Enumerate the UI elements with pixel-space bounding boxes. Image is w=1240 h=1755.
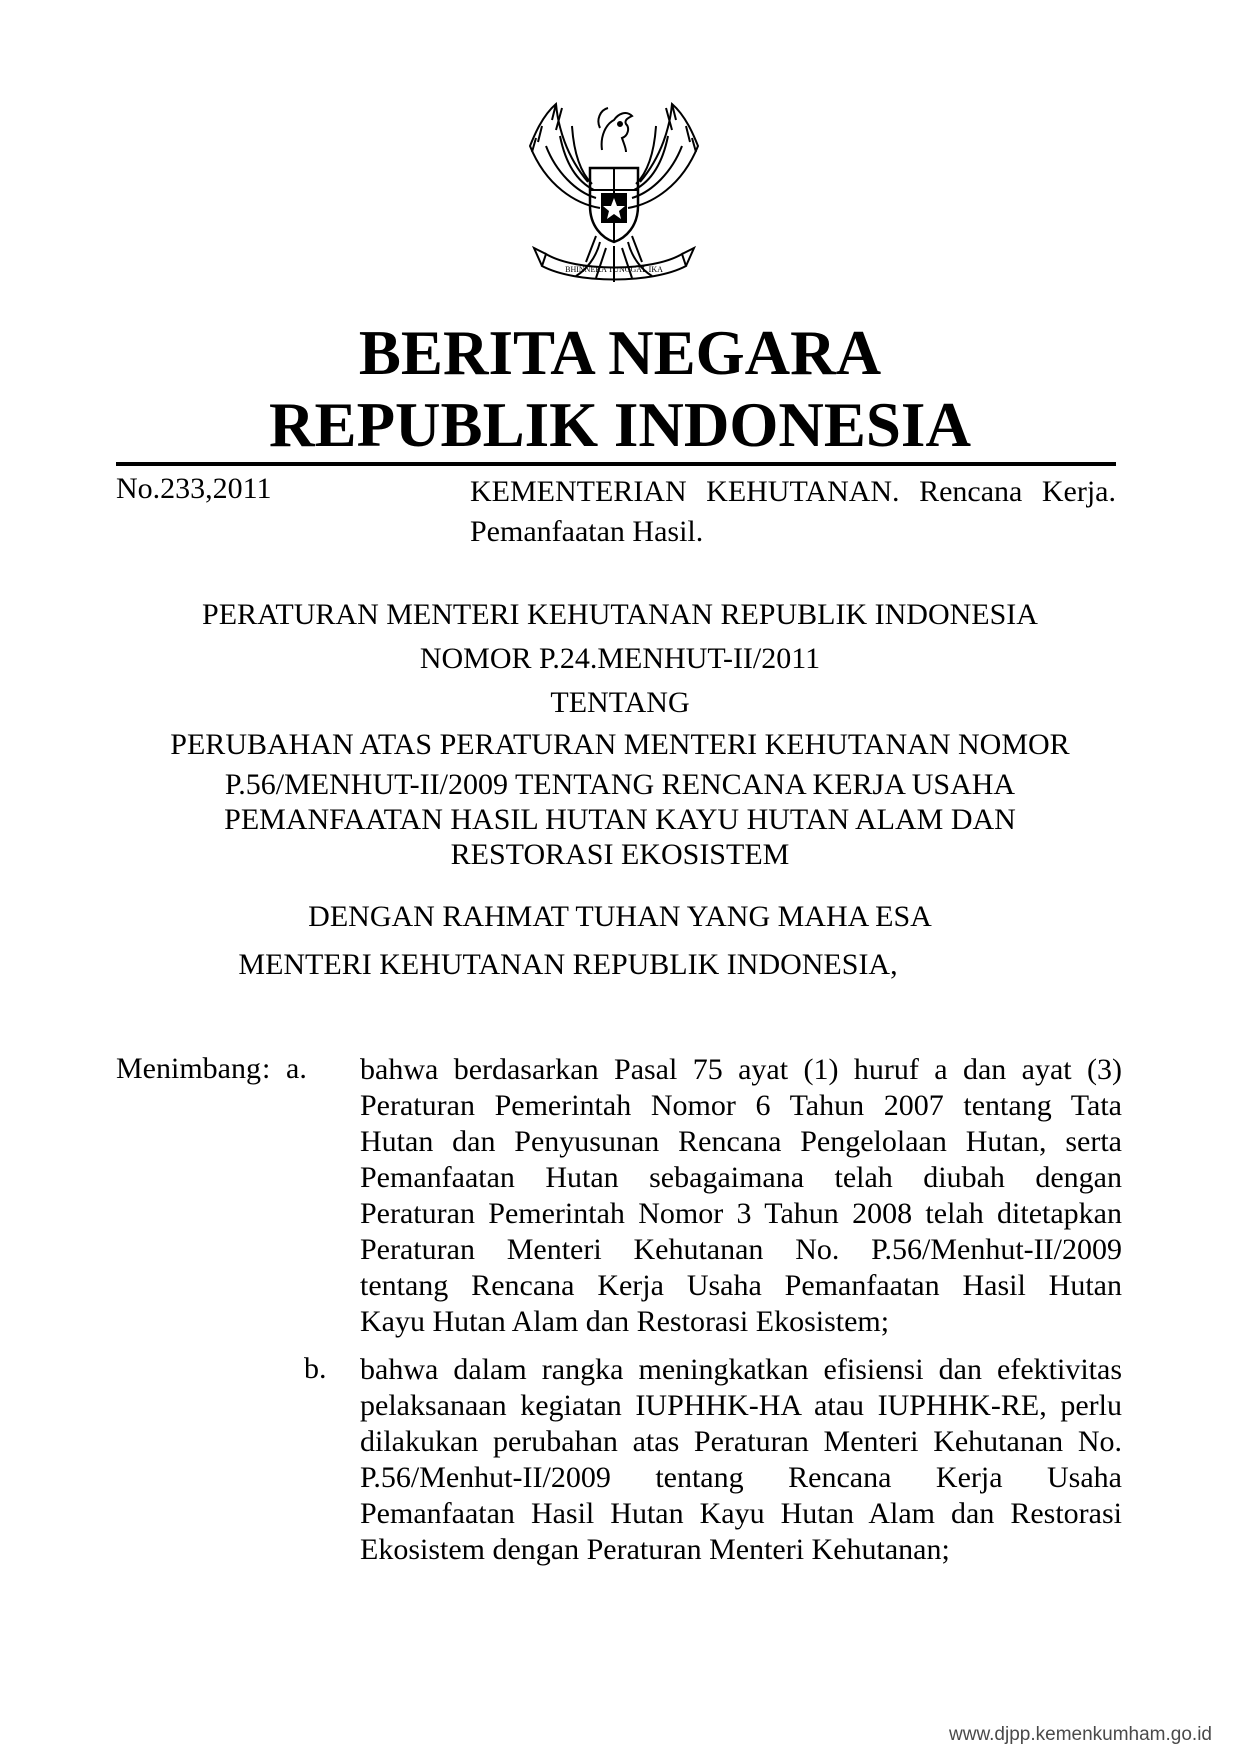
regulation-subject-line: PERUBAHAN ATAS PERATURAN MENTERI KEHUTANAN NOMOR xyxy=(170,728,1070,761)
paragraph-line: Hutan dan Penyusunan Rencana Pengelolaan Hutan, serta xyxy=(360,1125,1122,1158)
subject-line1: KEMENTERIAN KEHUTANAN. Rencana Kerja. xyxy=(470,475,1116,508)
paragraph-line: bahwa dalam rangka meningkatkan efisiensi dan efektivitas xyxy=(360,1353,1122,1386)
consideration-letter: b. xyxy=(304,1352,327,1385)
garuda-pancasila-emblem-icon xyxy=(516,86,712,296)
emblem-motto: BHINNEKA TUNGGAL IKA xyxy=(565,265,663,274)
preamble-line: DENGAN RAHMAT TUHAN YANG MAHA ESA xyxy=(308,900,932,933)
paragraph-line: dilakukan perubahan atas Peraturan Menteri Kehutanan No. xyxy=(360,1425,1122,1458)
regulation-tentang: TENTANG xyxy=(550,686,690,719)
subject-line2: Pemanfaatan Hasil. xyxy=(470,515,704,548)
consideration-paragraph-b xyxy=(360,1352,1122,1568)
masthead-title-line2: REPUBLIK INDONESIA xyxy=(269,390,971,460)
publication-number: No.233,2011 xyxy=(116,472,272,505)
paragraph-line: Ekosistem dengan Peraturan Menteri Kehutanan; xyxy=(360,1533,950,1566)
paragraph-line: Peraturan Menteri Kehutanan No. P.56/Menhut-II/2009 xyxy=(360,1233,1122,1266)
considerations-label: Menimbang xyxy=(116,1052,261,1085)
regulation-subject-line: PEMANFAATAN HASIL HUTAN KAYU HUTAN ALAM DAN xyxy=(224,803,1016,836)
paragraph-line: Peraturan Pemerintah Nomor 3 Tahun 2008 telah ditetapkan xyxy=(360,1197,1122,1230)
masthead-divider xyxy=(116,462,1116,466)
masthead-title-line1: BERITA NEGARA xyxy=(358,318,882,388)
considerations-colon: : xyxy=(262,1052,271,1085)
consideration-letter: a. xyxy=(286,1052,307,1085)
regulation-title-line: PERATURAN MENTERI KEHUTANAN REPUBLIK INDONESIA xyxy=(202,598,1038,631)
regulation-number: NOMOR P.24.MENHUT-II/2011 xyxy=(419,642,821,675)
regulation-subject-line: P.56/MENHUT-II/2009 TENTANG RENCANA KERJA USAHA xyxy=(224,768,1016,801)
paragraph-line: Pemanfaatan Hasil Hutan Kayu Hutan Alam dan Restorasi xyxy=(360,1497,1122,1530)
paragraph-line: pelaksanaan kegiatan IUPHHK-HA atau IUPHHK-RE, perlu xyxy=(360,1389,1122,1422)
paragraph-line: Pemanfaatan Hutan sebagaimana telah diubah dengan xyxy=(360,1161,1122,1194)
paragraph-line: bahwa berdasarkan Pasal 75 ayat (1) huruf a dan ayat (3) xyxy=(360,1053,1122,1086)
preamble-minister: MENTERI KEHUTANAN REPUBLIK INDONESIA, xyxy=(238,948,898,981)
paragraph-line: Peraturan Pemerintah Nomor 6 Tahun 2007 tentang Tata xyxy=(360,1089,1122,1122)
footer-url[interactable]: www.djpp.kemenkumham.go.id xyxy=(949,1724,1212,1745)
paragraph-line: Kayu Hutan Alam dan Restorasi Ekosistem; xyxy=(360,1305,890,1338)
paragraph-line: tentang Rencana Kerja Usaha Pemanfaatan Hasil Hutan xyxy=(360,1269,1122,1302)
paragraph-line: P.56/Menhut-II/2009 tentang Rencana Kerja Usaha xyxy=(360,1461,1122,1494)
consideration-paragraph-a xyxy=(360,1052,1122,1340)
regulation-subject-line: RESTORASI EKOSISTEM xyxy=(450,838,790,871)
